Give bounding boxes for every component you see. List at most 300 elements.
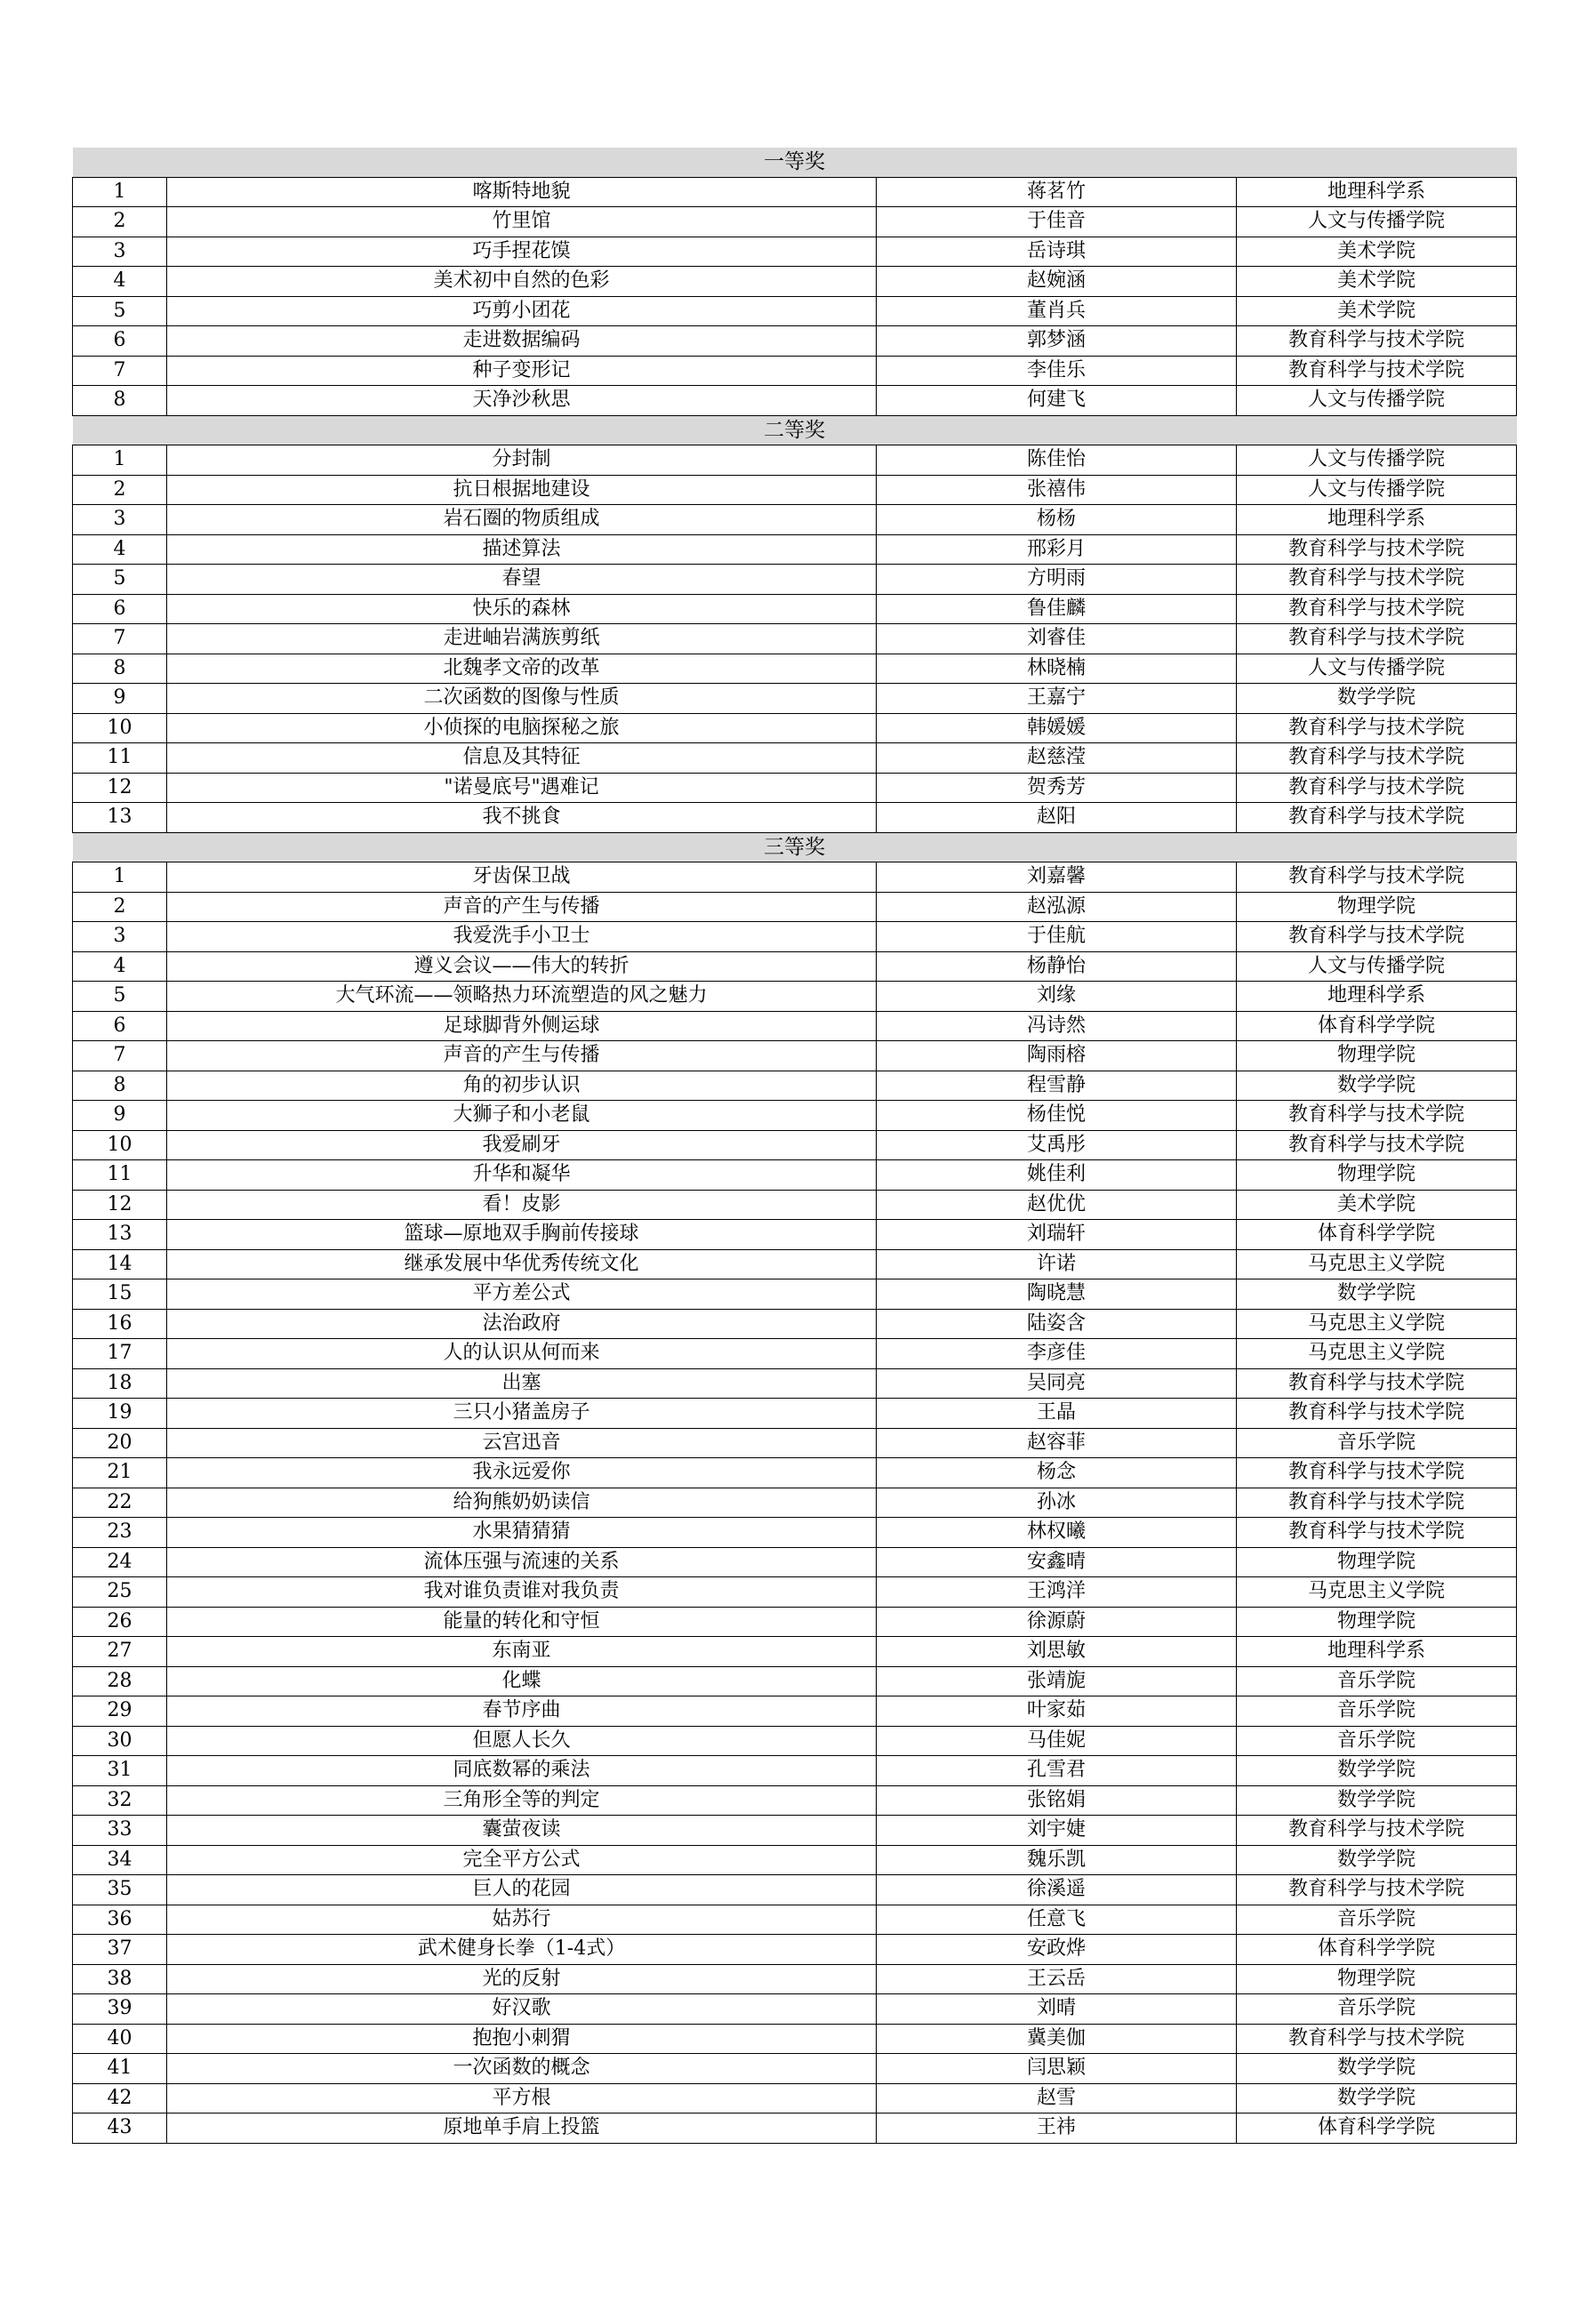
participant-name-cell: 邢彩月 <box>877 534 1237 565</box>
lesson-title-cell: 同底数幂的乘法 <box>167 1756 877 1786</box>
row-number-cell: 20 <box>73 1428 167 1458</box>
table-row <box>73 2083 1517 2113</box>
department-cell: 美术学院 <box>1237 296 1517 326</box>
table-row <box>73 1071 1517 1101</box>
department-cell: 教育科学与技术学院 <box>1237 594 1517 624</box>
table-row <box>73 1279 1517 1310</box>
participant-name-cell: 姚佳利 <box>877 1160 1237 1191</box>
department-cell: 数学学院 <box>1237 684 1517 714</box>
row-number-cell: 5 <box>73 565 167 595</box>
row-number-cell: 7 <box>73 1041 167 1071</box>
table-row <box>73 1577 1517 1608</box>
table-row <box>73 773 1517 803</box>
lesson-title-cell: 足球脚背外侧运球 <box>167 1011 877 1041</box>
table-row <box>73 922 1517 952</box>
row-number-cell: 21 <box>73 1458 167 1488</box>
table-row <box>73 1041 1517 1071</box>
table-row <box>73 1368 1517 1399</box>
table-row <box>73 2113 1517 2144</box>
lesson-title-cell: 光的反射 <box>167 1964 877 1994</box>
participant-name-cell: 许诺 <box>877 1249 1237 1279</box>
participant-name-cell: 魏乐凯 <box>877 1845 1237 1875</box>
lesson-title-cell: 我爱洗手小卫士 <box>167 922 877 952</box>
participant-name-cell: 王嘉宁 <box>877 684 1237 714</box>
row-number-cell: 36 <box>73 1905 167 1935</box>
participant-name-cell: 刘缘 <box>877 982 1237 1012</box>
table-row <box>73 1488 1517 1518</box>
participant-name-cell: 安政烨 <box>877 1935 1237 1965</box>
lesson-title-cell: 巧剪小团花 <box>167 296 877 326</box>
department-cell: 美术学院 <box>1237 267 1517 297</box>
table-row <box>73 713 1517 743</box>
participant-name-cell: 郭梦涵 <box>877 326 1237 357</box>
participant-name-cell: 刘思敏 <box>877 1637 1237 1667</box>
row-number-cell: 39 <box>73 1994 167 2025</box>
row-number-cell: 26 <box>73 1607 167 1637</box>
department-cell: 地理科学系 <box>1237 1637 1517 1667</box>
table-row <box>73 296 1517 326</box>
row-number-cell: 13 <box>73 1220 167 1250</box>
department-cell: 教育科学与技术学院 <box>1237 1518 1517 1548</box>
lesson-title-cell: 我永远爱你 <box>167 1458 877 1488</box>
lesson-title-cell: 化蝶 <box>167 1666 877 1696</box>
row-number-cell: 35 <box>73 1875 167 1905</box>
participant-name-cell: 于佳航 <box>877 922 1237 952</box>
row-number-cell: 9 <box>73 1101 167 1131</box>
table-row <box>73 654 1517 684</box>
department-cell: 数学学院 <box>1237 1756 1517 1786</box>
row-number-cell: 18 <box>73 1368 167 1399</box>
row-number-cell: 10 <box>73 713 167 743</box>
row-number-cell: 42 <box>73 2083 167 2113</box>
department-cell: 教育科学与技术学院 <box>1237 773 1517 803</box>
lesson-title-cell: 三角形全等的判定 <box>167 1785 877 1816</box>
lesson-title-cell: 信息及其特征 <box>167 743 877 774</box>
lesson-title-cell: 水果猜猜猜 <box>167 1518 877 1548</box>
participant-name-cell: 蒋茗竹 <box>877 177 1237 207</box>
table-row <box>73 1160 1517 1191</box>
participant-name-cell: 贺秀芳 <box>877 773 1237 803</box>
row-number-cell: 4 <box>73 534 167 565</box>
department-cell: 教育科学与技术学院 <box>1237 1399 1517 1429</box>
lesson-title-cell: 能量的转化和守恒 <box>167 1607 877 1637</box>
award-table <box>72 148 1517 2144</box>
participant-name-cell: 程雪静 <box>877 1071 1237 1101</box>
department-cell: 体育科学学院 <box>1237 1935 1517 1965</box>
row-number-cell: 8 <box>73 654 167 684</box>
department-cell: 体育科学学院 <box>1237 2113 1517 2144</box>
participant-name-cell: 王鸿洋 <box>877 1577 1237 1608</box>
row-number-cell: 24 <box>73 1547 167 1577</box>
department-cell: 教育科学与技术学院 <box>1237 1368 1517 1399</box>
table-row <box>73 982 1517 1012</box>
row-number-cell: 31 <box>73 1756 167 1786</box>
participant-name-cell: 杨静怡 <box>877 951 1237 982</box>
participant-name-cell: 刘睿佳 <box>877 624 1237 654</box>
row-number-cell: 29 <box>73 1696 167 1727</box>
lesson-title-cell: 春节序曲 <box>167 1696 877 1727</box>
table-row <box>73 505 1517 535</box>
lesson-title-cell: 大气环流——领略热力环流塑造的风之魅力 <box>167 982 877 1012</box>
lesson-title-cell: 平方差公式 <box>167 1279 877 1310</box>
table-row <box>73 1428 1517 1458</box>
department-cell: 人文与传播学院 <box>1237 207 1517 237</box>
row-number-cell: 7 <box>73 356 167 386</box>
row-number-cell: 13 <box>73 803 167 833</box>
lesson-title-cell: 北魏孝文帝的改革 <box>167 654 877 684</box>
lesson-title-cell: 囊萤夜读 <box>167 1816 877 1846</box>
department-cell: 音乐学院 <box>1237 1428 1517 1458</box>
row-number-cell: 6 <box>73 594 167 624</box>
section-title: 一等奖 <box>73 148 1517 177</box>
row-number-cell: 9 <box>73 684 167 714</box>
table-row <box>73 475 1517 505</box>
lesson-title-cell: 完全平方公式 <box>167 1845 877 1875</box>
table-row <box>73 237 1517 267</box>
department-cell: 教育科学与技术学院 <box>1237 1816 1517 1846</box>
table-row <box>73 1994 1517 2025</box>
lesson-title-cell: 我爱刷牙 <box>167 1130 877 1160</box>
row-number-cell: 2 <box>73 475 167 505</box>
department-cell: 教育科学与技术学院 <box>1237 803 1517 833</box>
table-row <box>73 1875 1517 1905</box>
row-number-cell: 7 <box>73 624 167 654</box>
row-number-cell: 25 <box>73 1577 167 1608</box>
participant-name-cell: 赵婉涵 <box>877 267 1237 297</box>
table-row <box>73 1637 1517 1667</box>
department-cell: 教育科学与技术学院 <box>1237 1101 1517 1131</box>
participant-name-cell: 方明雨 <box>877 565 1237 595</box>
participant-name-cell: 刘宇婕 <box>877 1816 1237 1846</box>
department-cell: 教育科学与技术学院 <box>1237 1488 1517 1518</box>
row-number-cell: 3 <box>73 505 167 535</box>
table-row <box>73 624 1517 654</box>
department-cell: 人文与传播学院 <box>1237 654 1517 684</box>
lesson-title-cell: "诺曼底号"遇难记 <box>167 773 877 803</box>
department-cell: 数学学院 <box>1237 1845 1517 1875</box>
lesson-title-cell: 小侦探的电脑探秘之旅 <box>167 713 877 743</box>
department-cell: 教育科学与技术学院 <box>1237 326 1517 357</box>
row-number-cell: 10 <box>73 1130 167 1160</box>
lesson-title-cell: 描述算法 <box>167 534 877 565</box>
department-cell: 教育科学与技术学院 <box>1237 1875 1517 1905</box>
participant-name-cell: 陶晓慧 <box>877 1279 1237 1310</box>
lesson-title-cell: 走进岫岩满族剪纸 <box>167 624 877 654</box>
row-number-cell: 23 <box>73 1518 167 1548</box>
participant-name-cell: 闫思颖 <box>877 2054 1237 2084</box>
table-row <box>73 803 1517 833</box>
row-number-cell: 34 <box>73 1845 167 1875</box>
participant-name-cell: 陆姿含 <box>877 1309 1237 1339</box>
participant-name-cell: 李佳乐 <box>877 356 1237 386</box>
department-cell: 音乐学院 <box>1237 1696 1517 1727</box>
row-number-cell: 1 <box>73 862 167 893</box>
row-number-cell: 27 <box>73 1637 167 1667</box>
participant-name-cell: 岳诗琪 <box>877 237 1237 267</box>
lesson-title-cell: 法治政府 <box>167 1309 877 1339</box>
table-row <box>73 207 1517 237</box>
participant-name-cell: 张禧伟 <box>877 475 1237 505</box>
table-row <box>73 2054 1517 2084</box>
row-number-cell: 12 <box>73 1190 167 1220</box>
department-cell: 教育科学与技术学院 <box>1237 743 1517 774</box>
row-number-cell: 12 <box>73 773 167 803</box>
row-number-cell: 2 <box>73 207 167 237</box>
department-cell: 体育科学学院 <box>1237 1220 1517 1250</box>
participant-name-cell: 冀美伽 <box>877 2024 1237 2054</box>
table-row <box>73 1964 1517 1994</box>
lesson-title-cell: 抱抱小刺猬 <box>167 2024 877 2054</box>
department-cell: 物理学院 <box>1237 1547 1517 1577</box>
department-cell: 马克思主义学院 <box>1237 1309 1517 1339</box>
row-number-cell: 8 <box>73 1071 167 1101</box>
table-row <box>73 565 1517 595</box>
participant-name-cell: 陶雨榕 <box>877 1041 1237 1071</box>
table-row <box>73 1458 1517 1488</box>
table-row <box>73 862 1517 893</box>
lesson-title-cell: 姑苏行 <box>167 1905 877 1935</box>
department-cell: 数学学院 <box>1237 2083 1517 2113</box>
row-number-cell: 32 <box>73 1785 167 1816</box>
participant-name-cell: 刘瑞轩 <box>877 1220 1237 1250</box>
department-cell: 音乐学院 <box>1237 1666 1517 1696</box>
row-number-cell: 14 <box>73 1249 167 1279</box>
lesson-title-cell: 武术健身长拳（1-4式） <box>167 1935 877 1965</box>
row-number-cell: 6 <box>73 326 167 357</box>
participant-name-cell: 徐溪遥 <box>877 1875 1237 1905</box>
row-number-cell: 19 <box>73 1399 167 1429</box>
table-row <box>73 1816 1517 1846</box>
lesson-title-cell: 声音的产生与传播 <box>167 892 877 922</box>
participant-name-cell: 徐源蔚 <box>877 1607 1237 1637</box>
department-cell: 音乐学院 <box>1237 1726 1517 1756</box>
department-cell: 音乐学院 <box>1237 1994 1517 2025</box>
participant-name-cell: 杨念 <box>877 1458 1237 1488</box>
department-cell: 教育科学与技术学院 <box>1237 922 1517 952</box>
row-number-cell: 33 <box>73 1816 167 1846</box>
section-header-row <box>73 832 1517 862</box>
row-number-cell: 1 <box>73 445 167 476</box>
lesson-title-cell: 走进数据编码 <box>167 326 877 357</box>
lesson-title-cell: 分封制 <box>167 445 877 476</box>
participant-name-cell: 王晶 <box>877 1399 1237 1429</box>
participant-name-cell: 安鑫晴 <box>877 1547 1237 1577</box>
participant-name-cell: 杨佳悦 <box>877 1101 1237 1131</box>
table-row <box>73 1190 1517 1220</box>
lesson-title-cell: 抗日根据地建设 <box>167 475 877 505</box>
lesson-title-cell: 巧手捏花馍 <box>167 237 877 267</box>
participant-name-cell: 张铭娟 <box>877 1785 1237 1816</box>
lesson-title-cell: 角的初步认识 <box>167 1071 877 1101</box>
row-number-cell: 4 <box>73 267 167 297</box>
participant-name-cell: 艾禹彤 <box>877 1130 1237 1160</box>
lesson-title-cell: 岩石圈的物质组成 <box>167 505 877 535</box>
table-row <box>73 326 1517 357</box>
participant-name-cell: 何建飞 <box>877 386 1237 416</box>
lesson-title-cell: 东南亚 <box>167 1637 877 1667</box>
table-row <box>73 1339 1517 1369</box>
department-cell: 物理学院 <box>1237 1964 1517 1994</box>
table-row <box>73 1905 1517 1935</box>
lesson-title-cell: 好汉歌 <box>167 1994 877 2025</box>
row-number-cell: 4 <box>73 951 167 982</box>
lesson-title-cell: 巨人的花园 <box>167 1875 877 1905</box>
table-row <box>73 1518 1517 1548</box>
section-title: 二等奖 <box>73 415 1517 445</box>
lesson-title-cell: 三只小猪盖房子 <box>167 1399 877 1429</box>
table-row <box>73 177 1517 207</box>
table-row <box>73 1309 1517 1339</box>
department-cell: 教育科学与技术学院 <box>1237 534 1517 565</box>
row-number-cell: 43 <box>73 2113 167 2144</box>
participant-name-cell: 鲁佳麟 <box>877 594 1237 624</box>
participant-name-cell: 赵优优 <box>877 1190 1237 1220</box>
participant-name-cell: 王祎 <box>877 2113 1237 2144</box>
row-number-cell: 16 <box>73 1309 167 1339</box>
table-row <box>73 1726 1517 1756</box>
table-row <box>73 267 1517 297</box>
participant-name-cell: 李彦佳 <box>877 1339 1237 1369</box>
table-row <box>73 892 1517 922</box>
lesson-title-cell: 声音的产生与传播 <box>167 1041 877 1071</box>
row-number-cell: 15 <box>73 1279 167 1310</box>
table-row <box>73 386 1517 416</box>
table-row <box>73 534 1517 565</box>
table-row <box>73 1399 1517 1429</box>
participant-name-cell: 林权曦 <box>877 1518 1237 1548</box>
section-header-row <box>73 415 1517 445</box>
participant-name-cell: 张靖旎 <box>877 1666 1237 1696</box>
participant-name-cell: 于佳音 <box>877 207 1237 237</box>
participant-name-cell: 陈佳怡 <box>877 445 1237 476</box>
lesson-title-cell: 种子变形记 <box>167 356 877 386</box>
lesson-title-cell: 人的认识从何而来 <box>167 1339 877 1369</box>
table-row <box>73 594 1517 624</box>
participant-name-cell: 赵阳 <box>877 803 1237 833</box>
row-number-cell: 5 <box>73 296 167 326</box>
participant-name-cell: 任意飞 <box>877 1905 1237 1935</box>
lesson-title-cell: 继承发展中华优秀传统文化 <box>167 1249 877 1279</box>
row-number-cell: 28 <box>73 1666 167 1696</box>
participant-name-cell: 赵慈滢 <box>877 743 1237 774</box>
department-cell: 体育科学学院 <box>1237 1011 1517 1041</box>
department-cell: 地理科学系 <box>1237 982 1517 1012</box>
lesson-title-cell: 给狗熊奶奶读信 <box>167 1488 877 1518</box>
lesson-title-cell: 遵义会议——伟大的转折 <box>167 951 877 982</box>
department-cell: 教育科学与技术学院 <box>1237 565 1517 595</box>
lesson-title-cell: 我对谁负责谁对我负责 <box>167 1577 877 1608</box>
department-cell: 物理学院 <box>1237 892 1517 922</box>
department-cell: 马克思主义学院 <box>1237 1577 1517 1608</box>
row-number-cell: 11 <box>73 1160 167 1191</box>
lesson-title-cell: 二次函数的图像与性质 <box>167 684 877 714</box>
participant-name-cell: 董肖兵 <box>877 296 1237 326</box>
participant-name-cell: 刘嘉馨 <box>877 862 1237 893</box>
table-row <box>73 1607 1517 1637</box>
participant-name-cell: 孔雪君 <box>877 1756 1237 1786</box>
table-row <box>73 1011 1517 1041</box>
table-row <box>73 1756 1517 1786</box>
row-number-cell: 41 <box>73 2054 167 2084</box>
row-number-cell: 40 <box>73 2024 167 2054</box>
lesson-title-cell: 我不挑食 <box>167 803 877 833</box>
table-row <box>73 1845 1517 1875</box>
participant-name-cell: 赵泓源 <box>877 892 1237 922</box>
department-cell: 数学学院 <box>1237 2054 1517 2084</box>
table-row <box>73 1220 1517 1250</box>
table-body <box>73 148 1517 2143</box>
table-row <box>73 1935 1517 1965</box>
department-cell: 马克思主义学院 <box>1237 1339 1517 1369</box>
department-cell: 美术学院 <box>1237 1190 1517 1220</box>
row-number-cell: 2 <box>73 892 167 922</box>
participant-name-cell: 林晓楠 <box>877 654 1237 684</box>
department-cell: 地理科学系 <box>1237 177 1517 207</box>
participant-name-cell: 王云岳 <box>877 1964 1237 1994</box>
department-cell: 人文与传播学院 <box>1237 386 1517 416</box>
department-cell: 地理科学系 <box>1237 505 1517 535</box>
lesson-title-cell: 篮球—原地双手胸前传接球 <box>167 1220 877 1250</box>
department-cell: 数学学院 <box>1237 1071 1517 1101</box>
department-cell: 教育科学与技术学院 <box>1237 862 1517 893</box>
table-row <box>73 951 1517 982</box>
department-cell: 物理学院 <box>1237 1607 1517 1637</box>
lesson-title-cell: 美术初中自然的色彩 <box>167 267 877 297</box>
lesson-title-cell: 出塞 <box>167 1368 877 1399</box>
row-number-cell: 37 <box>73 1935 167 1965</box>
lesson-title-cell: 看！皮影 <box>167 1190 877 1220</box>
row-number-cell: 3 <box>73 922 167 952</box>
department-cell: 教育科学与技术学院 <box>1237 356 1517 386</box>
lesson-title-cell: 喀斯特地貌 <box>167 177 877 207</box>
participant-name-cell: 杨杨 <box>877 505 1237 535</box>
department-cell: 人文与传播学院 <box>1237 475 1517 505</box>
table-row <box>73 1130 1517 1160</box>
department-cell: 教育科学与技术学院 <box>1237 713 1517 743</box>
row-number-cell: 8 <box>73 386 167 416</box>
row-number-cell: 17 <box>73 1339 167 1369</box>
section-title: 三等奖 <box>73 832 1517 862</box>
participant-name-cell: 马佳妮 <box>877 1726 1237 1756</box>
department-cell: 数学学院 <box>1237 1785 1517 1816</box>
lesson-title-cell: 流体压强与流速的关系 <box>167 1547 877 1577</box>
lesson-title-cell: 平方根 <box>167 2083 877 2113</box>
row-number-cell: 22 <box>73 1488 167 1518</box>
row-number-cell: 30 <box>73 1726 167 1756</box>
department-cell: 数学学院 <box>1237 1279 1517 1310</box>
lesson-title-cell: 春望 <box>167 565 877 595</box>
table-row <box>73 743 1517 774</box>
table-row <box>73 1101 1517 1131</box>
row-number-cell: 5 <box>73 982 167 1012</box>
participant-name-cell: 冯诗然 <box>877 1011 1237 1041</box>
department-cell: 教育科学与技术学院 <box>1237 624 1517 654</box>
lesson-title-cell: 一次函数的概念 <box>167 2054 877 2084</box>
table-row <box>73 2024 1517 2054</box>
participant-name-cell: 吴同亮 <box>877 1368 1237 1399</box>
table-row <box>73 1696 1517 1727</box>
lesson-title-cell: 竹里馆 <box>167 207 877 237</box>
table-row <box>73 1785 1517 1816</box>
lesson-title-cell: 快乐的森林 <box>167 594 877 624</box>
table-row <box>73 1666 1517 1696</box>
table-row <box>73 684 1517 714</box>
department-cell: 教育科学与技术学院 <box>1237 1458 1517 1488</box>
row-number-cell: 6 <box>73 1011 167 1041</box>
department-cell: 教育科学与技术学院 <box>1237 2024 1517 2054</box>
participant-name-cell: 赵雪 <box>877 2083 1237 2113</box>
department-cell: 人文与传播学院 <box>1237 445 1517 476</box>
